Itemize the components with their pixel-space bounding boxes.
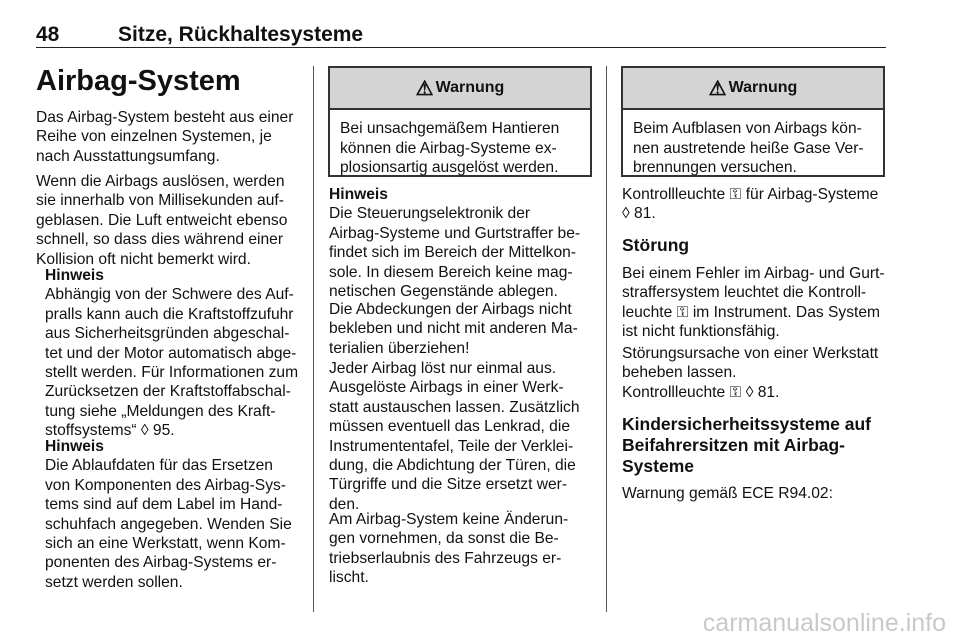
column-divider xyxy=(606,66,607,612)
col1-note-2: Hinweis Die Ablaufdaten für das Ersetzen von Komponenten des Airbag-Sys- tems sind auf dem Label im Hand- schuhfach angegeben. Wenden Sie sich an eine Werkstatt, wenn Kom- ponenten des Airbag-Systems er- setzt werden sollen. xyxy=(45,438,292,591)
running-title: Sitze, Rückhaltesysteme xyxy=(118,23,364,46)
col2-paragraph-2: Jeder Airbag löst nur einmal aus. Ausgelöste Airbags in einer Werk- statt austauschen lassen. Zusätzlich müssen eventuell das Lenkrad, die Instrumententafel, Teile der Verklei- dung, die Abdichtung der Türen, die Türgriffe und die Sitze ersetzt wer- den. xyxy=(329,360,580,513)
column-divider xyxy=(313,66,314,612)
col3-paragraph-5: Warnung gemäß ECE R94.02: xyxy=(622,485,833,502)
col3-paragraph-1: Kontrollleuchte ⚿ für Airbag-Systeme ◊ 81. xyxy=(622,186,879,223)
col3-paragraph-2: Bei einem Fehler im Airbag- und Gurt- straffersystem leuchtet die Kontroll- leuchte ⚿ im Instrument. Das System ist nicht funktionsfähig. xyxy=(622,265,885,341)
warning-text: Bei unsachgemäßem Hantieren können die Airbag-Systeme ex- plosionsartig ausgelöst werden. xyxy=(340,120,560,177)
note-heading: Hinweis xyxy=(45,267,104,284)
col2-note: Hinweis Die Steuerungselektronik der Airbag-Systeme und Gurtstraffer be- findet sich im Bereich der Mittelkon- sole. In diesem Bereich keine mag- netischen Gegenstände ablegen. xyxy=(329,186,581,301)
col1-paragraph-2: Wenn die Airbags auslösen, werden sie innerhalb von Millisekunden auf- geblasen. Die Luft entweicht ebenso schnell, so dass dies während einer Kollision oft nicht bemerkt wird. xyxy=(36,173,288,268)
col2-paragraph-3: Am Airbag-System keine Änderun- gen vornehmen, da sonst die Be- triebserlaubnis des Fahrzeugs er- lischt. xyxy=(329,511,569,587)
col1-paragraph-1: Das Airbag-System besteht aus einer Reihe von einzelnen Systemen, je nach Ausstattungsumfang. xyxy=(36,109,294,165)
section-title: Airbag-System xyxy=(36,65,241,97)
col3-paragraph-4: Kontrollleuchte ⚿ ◊ 81. xyxy=(622,384,780,401)
watermark: carmanualsonline.info xyxy=(702,609,946,637)
warning-triangle-icon: ⚠ xyxy=(708,77,727,100)
warning-text: Beim Aufblasen von Airbags kön- nen austretende heiße Gase Ver- brennungen versuchen. xyxy=(633,120,864,177)
warning-header xyxy=(330,68,590,110)
warning-triangle-icon: ⚠ xyxy=(415,77,434,100)
col3-paragraph-3: Störungsursache von einer Werkstatt beheben lassen. xyxy=(622,345,879,382)
note-heading: Hinweis xyxy=(329,186,388,203)
warning-header xyxy=(623,68,883,110)
heading-stoerung: Störung xyxy=(622,235,690,255)
warning-box xyxy=(328,66,592,177)
warning-label: Warnung xyxy=(435,79,505,96)
warning-label: Warnung xyxy=(728,79,798,96)
col2-paragraph-1: Die Abdeckungen der Airbags nicht bekleben und nicht mit anderen Ma- terialien überziehen! xyxy=(329,301,578,357)
page-header xyxy=(36,0,886,47)
warning-box xyxy=(621,66,885,177)
header-rule xyxy=(36,47,886,48)
col1-note-1: Hinweis Abhängig von der Schwere des Auf- pralls kann auch die Kraftstoffzufuhr aus Sicherheitsgründen abgeschal- tet und der Motor automatisch abge- stellt werden. Für Informationen zum Zurücksetzen der Kraftstoffabschal- tung siehe „Meldungen des Kraft- stoffsystems“ ◊ 95. xyxy=(45,267,299,440)
note-heading: Hinweis xyxy=(45,438,104,455)
page-number: 48 xyxy=(36,23,60,46)
heading-kindersicherheit: Kindersicherheitssysteme auf Beifahrersitzen mit Airbag- Systeme xyxy=(622,414,871,476)
